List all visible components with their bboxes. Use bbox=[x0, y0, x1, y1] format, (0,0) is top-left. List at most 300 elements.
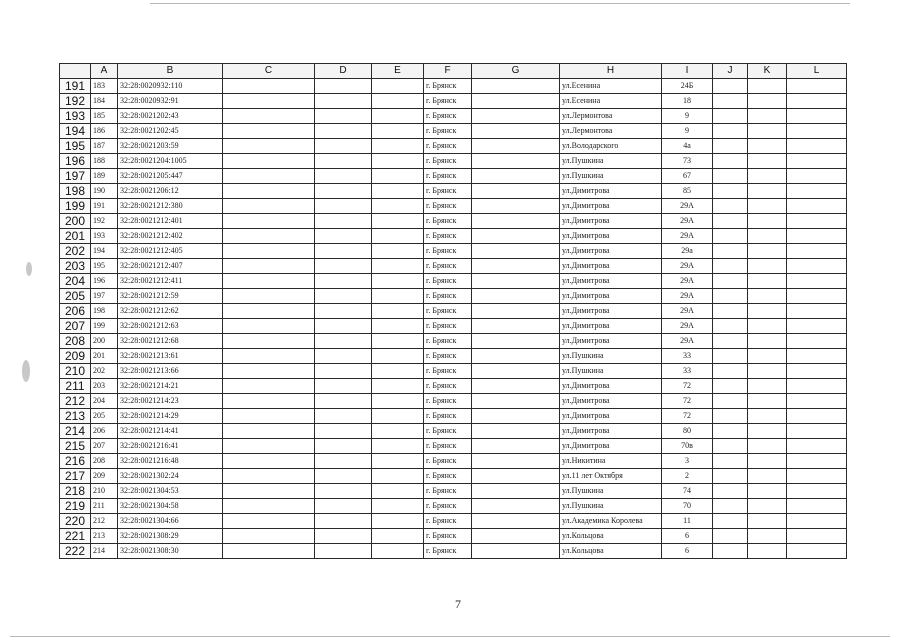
cell-empty[interactable] bbox=[787, 424, 847, 439]
cell-house-number[interactable]: 80 bbox=[662, 424, 713, 439]
cell-cadastral-number[interactable]: 32:28:0021214:21 bbox=[118, 379, 223, 394]
row-header[interactable]: 219 bbox=[60, 499, 91, 514]
cell-house-number[interactable]: 3 bbox=[662, 454, 713, 469]
cell-empty[interactable] bbox=[315, 259, 372, 274]
cell-empty[interactable] bbox=[315, 274, 372, 289]
cell-cadastral-number[interactable]: 32:28:0021212:401 bbox=[118, 214, 223, 229]
cell-empty[interactable] bbox=[748, 184, 787, 199]
cell-city[interactable]: г. Брянск bbox=[424, 394, 472, 409]
cell-empty[interactable] bbox=[372, 259, 424, 274]
cell-empty[interactable] bbox=[223, 424, 315, 439]
cell-empty[interactable] bbox=[372, 334, 424, 349]
cell-number[interactable]: 201 bbox=[91, 349, 118, 364]
cell-house-number[interactable]: 70 bbox=[662, 499, 713, 514]
row-header[interactable]: 210 bbox=[60, 364, 91, 379]
row-header[interactable]: 194 bbox=[60, 124, 91, 139]
cell-empty[interactable] bbox=[713, 139, 748, 154]
cell-city[interactable]: г. Брянск bbox=[424, 469, 472, 484]
cell-empty[interactable] bbox=[223, 244, 315, 259]
cell-number[interactable]: 190 bbox=[91, 184, 118, 199]
cell-cadastral-number[interactable]: 32:28:0021212:411 bbox=[118, 274, 223, 289]
cell-empty[interactable] bbox=[472, 304, 560, 319]
cell-street[interactable]: ул.Димитрова bbox=[560, 409, 662, 424]
cell-empty[interactable] bbox=[713, 454, 748, 469]
cell-cadastral-number[interactable]: 32:28:0021212:407 bbox=[118, 259, 223, 274]
cell-cadastral-number[interactable]: 32:28:0021214:23 bbox=[118, 394, 223, 409]
cell-street[interactable]: ул.Димитрова bbox=[560, 379, 662, 394]
cell-number[interactable]: 200 bbox=[91, 334, 118, 349]
cell-empty[interactable] bbox=[223, 394, 315, 409]
cell-empty[interactable] bbox=[223, 259, 315, 274]
cell-number[interactable]: 206 bbox=[91, 424, 118, 439]
cell-empty[interactable] bbox=[223, 349, 315, 364]
cell-empty[interactable] bbox=[472, 424, 560, 439]
cell-empty[interactable] bbox=[372, 439, 424, 454]
cell-house-number[interactable]: 29а bbox=[662, 244, 713, 259]
cell-street[interactable]: ул.Пушкина bbox=[560, 169, 662, 184]
cell-empty[interactable] bbox=[372, 484, 424, 499]
cell-empty[interactable] bbox=[713, 514, 748, 529]
cell-empty[interactable] bbox=[472, 124, 560, 139]
cell-city[interactable]: г. Брянск bbox=[424, 289, 472, 304]
cell-empty[interactable] bbox=[713, 244, 748, 259]
cell-empty[interactable] bbox=[787, 79, 847, 94]
cell-empty[interactable] bbox=[223, 199, 315, 214]
cell-city[interactable]: г. Брянск bbox=[424, 424, 472, 439]
cell-empty[interactable] bbox=[787, 364, 847, 379]
cell-house-number[interactable]: 24Б bbox=[662, 79, 713, 94]
cell-empty[interactable] bbox=[748, 304, 787, 319]
cell-empty[interactable] bbox=[315, 169, 372, 184]
cell-empty[interactable] bbox=[787, 469, 847, 484]
cell-empty[interactable] bbox=[372, 424, 424, 439]
cell-city[interactable]: г. Брянск bbox=[424, 109, 472, 124]
cell-empty[interactable] bbox=[472, 319, 560, 334]
cell-empty[interactable] bbox=[748, 94, 787, 109]
cell-empty[interactable] bbox=[315, 289, 372, 304]
cell-empty[interactable] bbox=[372, 79, 424, 94]
cell-empty[interactable] bbox=[315, 409, 372, 424]
column-header[interactable]: E bbox=[372, 64, 424, 79]
cell-empty[interactable] bbox=[223, 379, 315, 394]
cell-city[interactable]: г. Брянск bbox=[424, 409, 472, 424]
column-header[interactable]: B bbox=[118, 64, 223, 79]
cell-empty[interactable] bbox=[748, 109, 787, 124]
row-header[interactable]: 208 bbox=[60, 334, 91, 349]
cell-empty[interactable] bbox=[372, 274, 424, 289]
cell-empty[interactable] bbox=[472, 454, 560, 469]
cell-empty[interactable] bbox=[223, 529, 315, 544]
cell-empty[interactable] bbox=[472, 379, 560, 394]
cell-empty[interactable] bbox=[372, 304, 424, 319]
cell-empty[interactable] bbox=[315, 214, 372, 229]
cell-house-number[interactable]: 29А bbox=[662, 199, 713, 214]
cell-empty[interactable] bbox=[223, 229, 315, 244]
cell-empty[interactable] bbox=[787, 229, 847, 244]
cell-empty[interactable] bbox=[713, 229, 748, 244]
cell-empty[interactable] bbox=[787, 139, 847, 154]
row-header[interactable]: 205 bbox=[60, 289, 91, 304]
cell-empty[interactable] bbox=[713, 184, 748, 199]
cell-empty[interactable] bbox=[472, 394, 560, 409]
cell-street[interactable]: ул.Димитрова bbox=[560, 199, 662, 214]
cell-street[interactable]: ул.11 лет Октября bbox=[560, 469, 662, 484]
row-header[interactable]: 215 bbox=[60, 439, 91, 454]
cell-city[interactable]: г. Брянск bbox=[424, 439, 472, 454]
cell-cadastral-number[interactable]: 32:28:0021205:447 bbox=[118, 169, 223, 184]
cell-empty[interactable] bbox=[748, 289, 787, 304]
cell-empty[interactable] bbox=[372, 289, 424, 304]
cell-empty[interactable] bbox=[713, 529, 748, 544]
cell-empty[interactable] bbox=[223, 79, 315, 94]
cell-number[interactable]: 185 bbox=[91, 109, 118, 124]
cell-empty[interactable] bbox=[713, 364, 748, 379]
row-header[interactable]: 200 bbox=[60, 214, 91, 229]
cell-empty[interactable] bbox=[787, 484, 847, 499]
cell-empty[interactable] bbox=[472, 529, 560, 544]
cell-empty[interactable] bbox=[713, 169, 748, 184]
cell-empty[interactable] bbox=[223, 409, 315, 424]
cell-empty[interactable] bbox=[787, 169, 847, 184]
cell-empty[interactable] bbox=[748, 484, 787, 499]
cell-number[interactable]: 195 bbox=[91, 259, 118, 274]
row-header[interactable]: 214 bbox=[60, 424, 91, 439]
cell-number[interactable]: 209 bbox=[91, 469, 118, 484]
cell-empty[interactable] bbox=[472, 469, 560, 484]
cell-city[interactable]: г. Брянск bbox=[424, 214, 472, 229]
cell-empty[interactable] bbox=[372, 229, 424, 244]
cell-house-number[interactable]: 6 bbox=[662, 544, 713, 559]
cell-house-number[interactable]: 29А bbox=[662, 334, 713, 349]
column-header[interactable]: F bbox=[424, 64, 472, 79]
row-header[interactable]: 195 bbox=[60, 139, 91, 154]
cell-house-number[interactable]: 74 bbox=[662, 484, 713, 499]
cell-house-number[interactable]: 72 bbox=[662, 409, 713, 424]
cell-empty[interactable] bbox=[787, 154, 847, 169]
cell-house-number[interactable]: 4а bbox=[662, 139, 713, 154]
cell-empty[interactable] bbox=[748, 454, 787, 469]
cell-city[interactable]: г. Брянск bbox=[424, 229, 472, 244]
cell-cadastral-number[interactable]: 32:28:0020932:91 bbox=[118, 94, 223, 109]
cell-city[interactable]: г. Брянск bbox=[424, 484, 472, 499]
cell-empty[interactable] bbox=[787, 109, 847, 124]
cell-number[interactable]: 202 bbox=[91, 364, 118, 379]
cell-street[interactable]: ул.Димитрова bbox=[560, 274, 662, 289]
cell-empty[interactable] bbox=[223, 439, 315, 454]
cell-empty[interactable] bbox=[372, 514, 424, 529]
cell-cadastral-number[interactable]: 32:28:0021216:48 bbox=[118, 454, 223, 469]
cell-number[interactable]: 212 bbox=[91, 514, 118, 529]
cell-cadastral-number[interactable]: 32:28:0021212:380 bbox=[118, 199, 223, 214]
cell-city[interactable]: г. Брянск bbox=[424, 499, 472, 514]
cell-empty[interactable] bbox=[315, 529, 372, 544]
row-header[interactable]: 213 bbox=[60, 409, 91, 424]
cell-street[interactable]: ул.Димитрова bbox=[560, 334, 662, 349]
cell-empty[interactable] bbox=[315, 469, 372, 484]
cell-empty[interactable] bbox=[223, 274, 315, 289]
cell-city[interactable]: г. Брянск bbox=[424, 544, 472, 559]
cell-empty[interactable] bbox=[372, 409, 424, 424]
cell-empty[interactable] bbox=[787, 454, 847, 469]
cell-empty[interactable] bbox=[315, 514, 372, 529]
row-header[interactable]: 209 bbox=[60, 349, 91, 364]
cell-city[interactable]: г. Брянск bbox=[424, 79, 472, 94]
cell-street[interactable]: ул.Димитрова bbox=[560, 394, 662, 409]
cell-house-number[interactable]: 73 bbox=[662, 154, 713, 169]
cell-empty[interactable] bbox=[472, 79, 560, 94]
cell-empty[interactable] bbox=[787, 394, 847, 409]
cell-number[interactable]: 204 bbox=[91, 394, 118, 409]
cell-city[interactable]: г. Брянск bbox=[424, 349, 472, 364]
corner-cell[interactable] bbox=[60, 64, 91, 79]
cell-number[interactable]: 192 bbox=[91, 214, 118, 229]
cell-house-number[interactable]: 72 bbox=[662, 379, 713, 394]
column-header[interactable]: H bbox=[560, 64, 662, 79]
cell-empty[interactable] bbox=[787, 214, 847, 229]
cell-empty[interactable] bbox=[748, 124, 787, 139]
cell-empty[interactable] bbox=[223, 289, 315, 304]
row-header[interactable]: 196 bbox=[60, 154, 91, 169]
cell-cadastral-number[interactable]: 32:28:0021304:66 bbox=[118, 514, 223, 529]
cell-empty[interactable] bbox=[748, 349, 787, 364]
cell-empty[interactable] bbox=[223, 319, 315, 334]
cell-empty[interactable] bbox=[315, 79, 372, 94]
cell-number[interactable]: 191 bbox=[91, 199, 118, 214]
cell-cadastral-number[interactable]: 32:28:0021212:59 bbox=[118, 289, 223, 304]
column-header[interactable]: K bbox=[748, 64, 787, 79]
cell-empty[interactable] bbox=[787, 319, 847, 334]
cell-empty[interactable] bbox=[223, 514, 315, 529]
cell-number[interactable]: 208 bbox=[91, 454, 118, 469]
cell-number[interactable]: 207 bbox=[91, 439, 118, 454]
cell-number[interactable]: 193 bbox=[91, 229, 118, 244]
column-header[interactable]: D bbox=[315, 64, 372, 79]
cell-street[interactable]: ул.Пушкина bbox=[560, 499, 662, 514]
cell-street[interactable]: ул.Володарского bbox=[560, 139, 662, 154]
cell-empty[interactable] bbox=[748, 469, 787, 484]
cell-empty[interactable] bbox=[713, 424, 748, 439]
cell-house-number[interactable]: 72 bbox=[662, 394, 713, 409]
cell-cadastral-number[interactable]: 32:28:0021212:63 bbox=[118, 319, 223, 334]
cell-empty[interactable] bbox=[748, 229, 787, 244]
cell-empty[interactable] bbox=[748, 379, 787, 394]
cell-empty[interactable] bbox=[223, 499, 315, 514]
cell-street[interactable]: ул.Кольцова bbox=[560, 529, 662, 544]
cell-city[interactable]: г. Брянск bbox=[424, 124, 472, 139]
cell-house-number[interactable]: 18 bbox=[662, 94, 713, 109]
row-header[interactable]: 207 bbox=[60, 319, 91, 334]
cell-empty[interactable] bbox=[315, 244, 372, 259]
cell-empty[interactable] bbox=[315, 544, 372, 559]
cell-cadastral-number[interactable]: 32:28:0021212:402 bbox=[118, 229, 223, 244]
cell-street[interactable]: ул.Димитрова bbox=[560, 319, 662, 334]
cell-empty[interactable] bbox=[372, 139, 424, 154]
cell-cadastral-number[interactable]: 32:28:0021214:29 bbox=[118, 409, 223, 424]
cell-number[interactable]: 194 bbox=[91, 244, 118, 259]
cell-number[interactable]: 199 bbox=[91, 319, 118, 334]
cell-empty[interactable] bbox=[713, 94, 748, 109]
cell-empty[interactable] bbox=[372, 94, 424, 109]
column-header[interactable]: J bbox=[713, 64, 748, 79]
cell-number[interactable]: 183 bbox=[91, 79, 118, 94]
row-header[interactable]: 218 bbox=[60, 484, 91, 499]
cell-street[interactable]: ул.Пушкина bbox=[560, 154, 662, 169]
cell-cadastral-number[interactable]: 32:28:0021308:30 bbox=[118, 544, 223, 559]
column-header[interactable]: A bbox=[91, 64, 118, 79]
row-header[interactable]: 216 bbox=[60, 454, 91, 469]
cell-empty[interactable] bbox=[472, 274, 560, 289]
cell-empty[interactable] bbox=[372, 349, 424, 364]
cell-city[interactable]: г. Брянск bbox=[424, 154, 472, 169]
cell-street[interactable]: ул.Кольцова bbox=[560, 544, 662, 559]
cell-street[interactable]: ул.Димитрова bbox=[560, 214, 662, 229]
cell-city[interactable]: г. Брянск bbox=[424, 334, 472, 349]
cell-house-number[interactable]: 29А bbox=[662, 304, 713, 319]
cell-empty[interactable] bbox=[472, 139, 560, 154]
cell-house-number[interactable]: 70в bbox=[662, 439, 713, 454]
cell-empty[interactable] bbox=[748, 319, 787, 334]
cell-cadastral-number[interactable]: 32:28:0021206:12 bbox=[118, 184, 223, 199]
cell-street[interactable]: ул.Есенина bbox=[560, 79, 662, 94]
cell-empty[interactable] bbox=[472, 439, 560, 454]
cell-house-number[interactable]: 29А bbox=[662, 289, 713, 304]
cell-empty[interactable] bbox=[787, 379, 847, 394]
row-header[interactable]: 212 bbox=[60, 394, 91, 409]
cell-empty[interactable] bbox=[713, 259, 748, 274]
cell-empty[interactable] bbox=[315, 229, 372, 244]
cell-empty[interactable] bbox=[748, 529, 787, 544]
row-header[interactable]: 220 bbox=[60, 514, 91, 529]
row-header[interactable]: 202 bbox=[60, 244, 91, 259]
cell-city[interactable]: г. Брянск bbox=[424, 364, 472, 379]
cell-empty[interactable] bbox=[472, 244, 560, 259]
cell-empty[interactable] bbox=[223, 334, 315, 349]
row-header[interactable]: 198 bbox=[60, 184, 91, 199]
cell-empty[interactable] bbox=[713, 499, 748, 514]
cell-number[interactable]: 187 bbox=[91, 139, 118, 154]
cell-empty[interactable] bbox=[372, 319, 424, 334]
cell-empty[interactable] bbox=[315, 484, 372, 499]
cell-number[interactable]: 214 bbox=[91, 544, 118, 559]
cell-street[interactable]: ул.Пушкина bbox=[560, 349, 662, 364]
cell-empty[interactable] bbox=[372, 499, 424, 514]
cell-empty[interactable] bbox=[787, 259, 847, 274]
cell-house-number[interactable]: 33 bbox=[662, 349, 713, 364]
cell-empty[interactable] bbox=[315, 424, 372, 439]
cell-empty[interactable] bbox=[713, 484, 748, 499]
cell-empty[interactable] bbox=[315, 94, 372, 109]
cell-empty[interactable] bbox=[748, 199, 787, 214]
cell-empty[interactable] bbox=[748, 394, 787, 409]
cell-empty[interactable] bbox=[372, 379, 424, 394]
cell-empty[interactable] bbox=[748, 439, 787, 454]
cell-empty[interactable] bbox=[713, 409, 748, 424]
cell-empty[interactable] bbox=[713, 379, 748, 394]
cell-cadastral-number[interactable]: 32:28:0021212:405 bbox=[118, 244, 223, 259]
cell-empty[interactable] bbox=[372, 244, 424, 259]
cell-house-number[interactable]: 29А bbox=[662, 214, 713, 229]
cell-empty[interactable] bbox=[787, 184, 847, 199]
cell-empty[interactable] bbox=[472, 364, 560, 379]
cell-empty[interactable] bbox=[787, 409, 847, 424]
cell-empty[interactable] bbox=[223, 94, 315, 109]
cell-number[interactable]: 188 bbox=[91, 154, 118, 169]
row-header[interactable]: 206 bbox=[60, 304, 91, 319]
cell-empty[interactable] bbox=[223, 154, 315, 169]
cell-empty[interactable] bbox=[315, 379, 372, 394]
cell-empty[interactable] bbox=[315, 109, 372, 124]
cell-empty[interactable] bbox=[472, 109, 560, 124]
cell-city[interactable]: г. Брянск bbox=[424, 169, 472, 184]
cell-cadastral-number[interactable]: 32:28:0021214:41 bbox=[118, 424, 223, 439]
cell-empty[interactable] bbox=[748, 424, 787, 439]
cell-empty[interactable] bbox=[315, 139, 372, 154]
cell-empty[interactable] bbox=[315, 334, 372, 349]
cell-empty[interactable] bbox=[713, 274, 748, 289]
cell-empty[interactable] bbox=[223, 109, 315, 124]
cell-cadastral-number[interactable]: 32:28:0021213:66 bbox=[118, 364, 223, 379]
cell-empty[interactable] bbox=[787, 529, 847, 544]
cell-cadastral-number[interactable]: 32:28:0021213:61 bbox=[118, 349, 223, 364]
cell-street[interactable]: ул.Димитрова bbox=[560, 244, 662, 259]
cell-empty[interactable] bbox=[472, 94, 560, 109]
cell-empty[interactable] bbox=[372, 124, 424, 139]
column-header[interactable]: G bbox=[472, 64, 560, 79]
cell-empty[interactable] bbox=[787, 349, 847, 364]
cell-empty[interactable] bbox=[472, 214, 560, 229]
cell-empty[interactable] bbox=[372, 364, 424, 379]
cell-empty[interactable] bbox=[787, 244, 847, 259]
cell-street[interactable]: ул.Лермонтова bbox=[560, 109, 662, 124]
cell-empty[interactable] bbox=[713, 214, 748, 229]
cell-empty[interactable] bbox=[748, 214, 787, 229]
cell-city[interactable]: г. Брянск bbox=[424, 454, 472, 469]
cell-empty[interactable] bbox=[748, 244, 787, 259]
cell-empty[interactable] bbox=[748, 79, 787, 94]
cell-cadastral-number[interactable]: 32:28:0021304:58 bbox=[118, 499, 223, 514]
cell-empty[interactable] bbox=[315, 304, 372, 319]
cell-city[interactable]: г. Брянск bbox=[424, 514, 472, 529]
column-header[interactable]: L bbox=[787, 64, 847, 79]
cell-street[interactable]: ул.Димитрова bbox=[560, 184, 662, 199]
cell-empty[interactable] bbox=[223, 454, 315, 469]
cell-street[interactable]: ул.Димитрова bbox=[560, 304, 662, 319]
cell-empty[interactable] bbox=[315, 394, 372, 409]
cell-number[interactable]: 205 bbox=[91, 409, 118, 424]
cell-empty[interactable] bbox=[713, 304, 748, 319]
cell-empty[interactable] bbox=[787, 199, 847, 214]
cell-house-number[interactable]: 11 bbox=[662, 514, 713, 529]
cell-street[interactable]: ул.Димитрова bbox=[560, 259, 662, 274]
cell-empty[interactable] bbox=[372, 154, 424, 169]
cell-empty[interactable] bbox=[223, 304, 315, 319]
cell-street[interactable]: ул.Димитрова bbox=[560, 289, 662, 304]
row-header[interactable]: 197 bbox=[60, 169, 91, 184]
cell-city[interactable]: г. Брянск bbox=[424, 199, 472, 214]
cell-street[interactable]: ул.Димитрова bbox=[560, 424, 662, 439]
cell-empty[interactable] bbox=[372, 109, 424, 124]
cell-house-number[interactable]: 9 bbox=[662, 109, 713, 124]
cell-house-number[interactable]: 29А bbox=[662, 229, 713, 244]
cell-empty[interactable] bbox=[315, 439, 372, 454]
cell-number[interactable]: 213 bbox=[91, 529, 118, 544]
cell-number[interactable]: 203 bbox=[91, 379, 118, 394]
cell-empty[interactable] bbox=[315, 154, 372, 169]
row-header[interactable]: 221 bbox=[60, 529, 91, 544]
cell-house-number[interactable]: 85 bbox=[662, 184, 713, 199]
cell-empty[interactable] bbox=[315, 199, 372, 214]
cell-empty[interactable] bbox=[372, 469, 424, 484]
